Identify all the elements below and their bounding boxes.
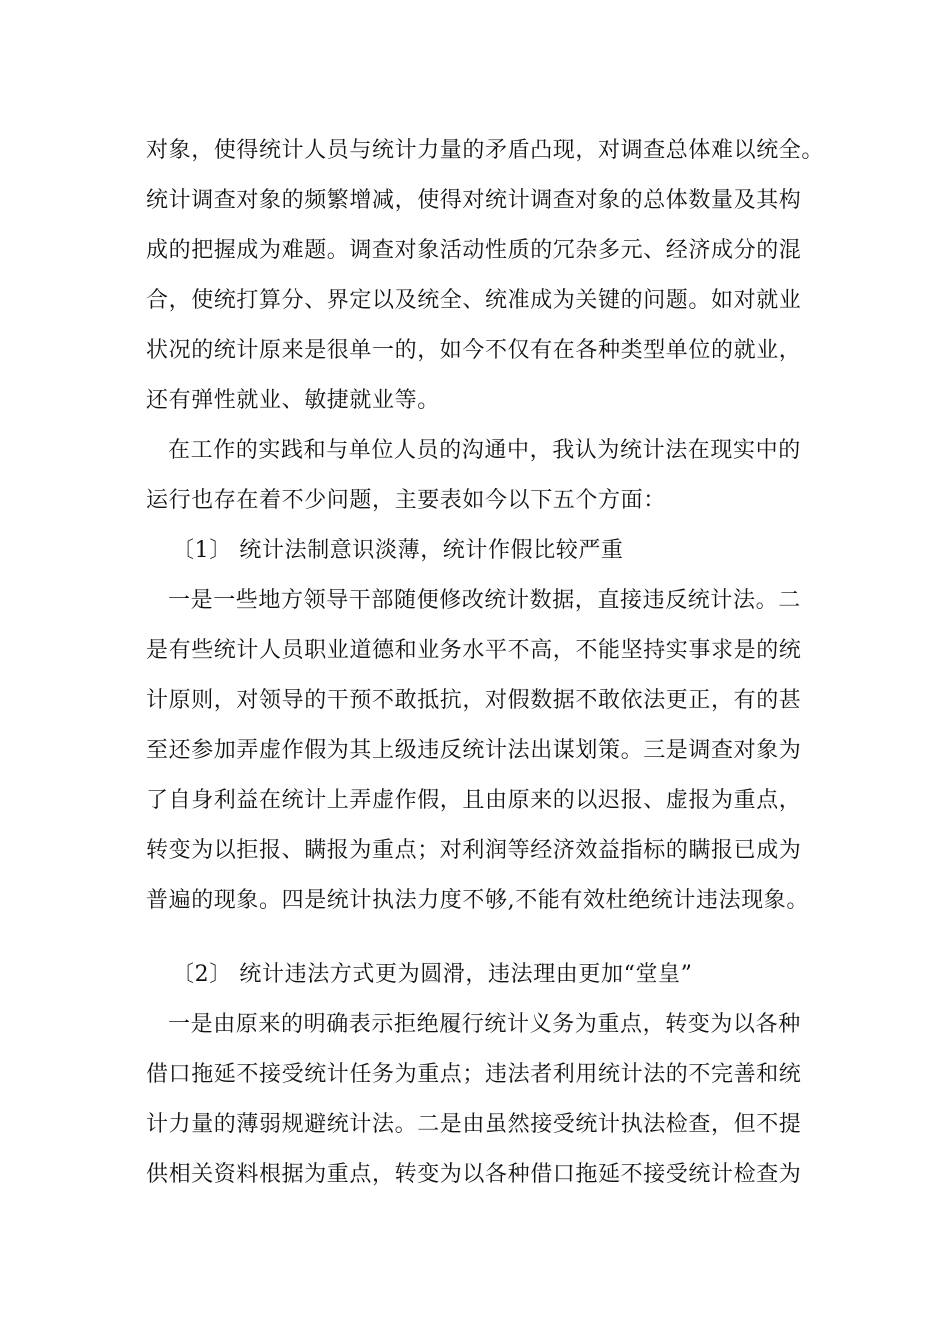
paragraph-line: 转变为以拒报、瞒报为重点；对利润等经济效益指标的瞒报已成为 [146,838,802,863]
paragraph-line: 还有弹性就业、敏捷就业等。 [146,388,440,413]
paragraph-line: 是有些统计人员职业道德和业务水平不高，不能坚持实事求是的统 [146,638,802,663]
paragraph-line: 合，使统打算分、界定以及统全、统准成为关键的问题。如对就业 [146,288,802,313]
paragraph-line: 供相关资料根据为重点，转变为以各种借口拖延不接受统计检查为 [146,1162,802,1187]
section-heading-2: 〔2〕 统计违法方式更为圆滑，违法理由更加“堂皇” [172,962,693,987]
paragraph-line: 至还参加弄虚作假为其上级违反统计法出谋划策。三是调查对象为 [146,738,802,763]
paragraph-line: 借口拖延不接受统计任务为重点；违法者利用统计法的不完善和统 [146,1062,802,1087]
paragraph-line: 运行也存在着不少问题，主要表如今以下五个方面： [146,488,666,513]
paragraph-line: 了自身利益在统计上弄虚作假，且由原来的以迟报、虚报为重点， [146,788,802,813]
paragraph-line: 对象，使得统计人员与统计力量的矛盾凸现，对调查总体难以统全。 [146,138,825,163]
paragraph-line: 计原则，对领导的干预不敢抵抗，对假数据不敢依法更正，有的甚 [146,688,802,713]
paragraph-line: 一是一些地方领导干部随便修改统计数据，直接违反统计法。二 [168,588,801,613]
paragraph-line: 成的把握成为难题。调查对象活动性质的冗杂多元、经济成分的混 [146,238,802,263]
paragraph-line: 在工作的实践和与单位人员的沟通中，我认为统计法在现实中的 [168,438,801,463]
paragraph-line: 一是由原来的明确表示拒绝履行统计义务为重点，转变为以各种 [168,1012,801,1037]
paragraph-line: 计力量的薄弱规避统计法。二是由虽然接受统计执法检查，但不提 [146,1112,802,1137]
section-heading-1: 〔1〕 统计法制意识淡薄，统计作假比较严重 [172,538,624,563]
paragraph-line: 普遍的现象。四是统计执法力度不够,不能有效杜绝统计违法现象。 [146,888,809,913]
paragraph-line: 状况的统计原来是很单一的，如今不仅有在各种类型单位的就业， [146,338,802,363]
paragraph-line: 统计调查对象的频繁增减，使得对统计调查对象的总体数量及其构 [146,188,802,213]
